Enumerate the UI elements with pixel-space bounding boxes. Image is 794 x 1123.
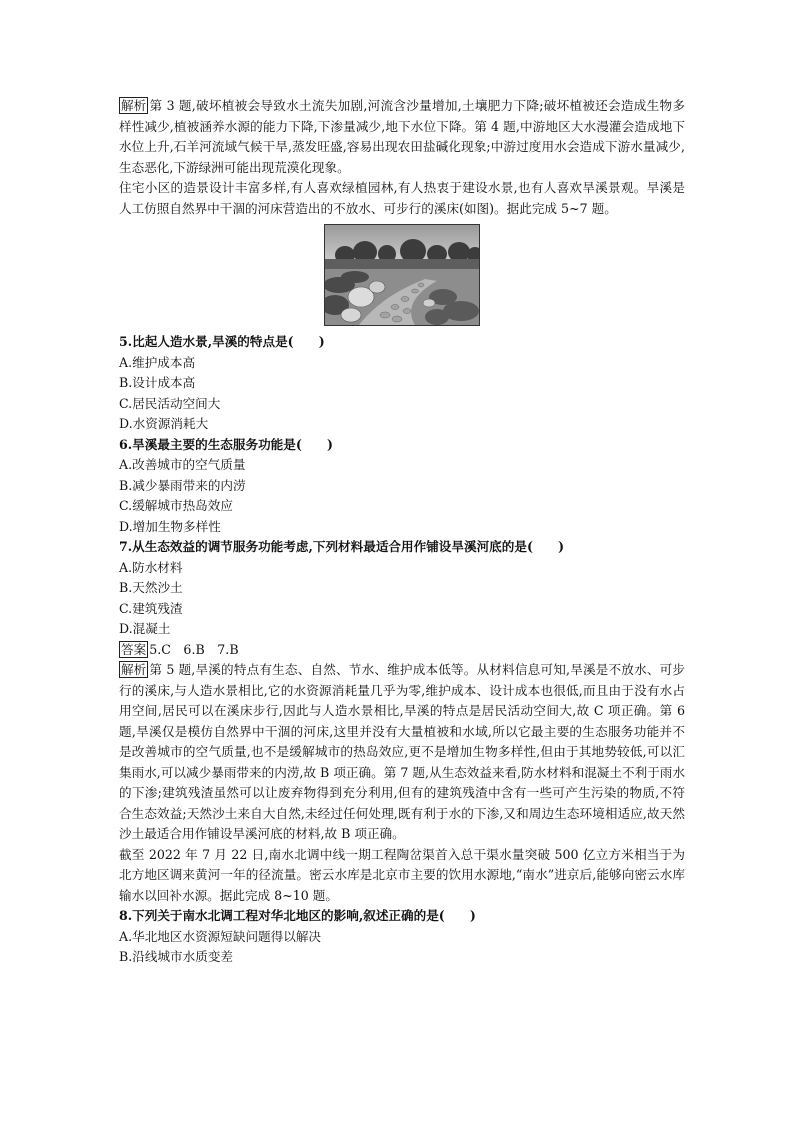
option: A.华北地区水资源短缺问题得以解决 [119, 928, 322, 944]
option: B.天然沙土 [119, 580, 183, 595]
option: D.增加生物多样性 [119, 518, 221, 534]
analysis-tag: 解析 [121, 662, 147, 677]
option: C.缓解城市热岛效应 [119, 498, 233, 513]
option: C.居民活动空间大 [119, 395, 221, 411]
option: D.混凝土 [119, 621, 171, 636]
question-6 [119, 435, 685, 538]
material-paragraph-2: 截至 2022 年 7 月 22 日,南水北调中线一期工程陶岔渠首入总干渠水量突破 500 亿立方米相当于为北方地区调来黄河一年的径流量。密云水库是北京市主要的饮用水源地,“南水”进京后,能够向密云水库输水以回补水源。据此完成 8~10 题。 [119, 846, 685, 903]
dry-creek-photo [324, 224, 480, 326]
material-paragraph-1: 住宅小区的造景设计丰富多样,有人喜欢绿植园林,有人热衷于建设水景,也有人喜欢旱溪景观。旱溪是人工仿照自然界中干涸的河床营造出的不放水、可步行的溪床(如图)。据此完成 5~7 题。 [119, 180, 685, 216]
question-8 [119, 906, 685, 968]
question-5 [119, 332, 685, 435]
question-7 [119, 537, 685, 640]
analysis-paragraph-1: 解析 第 3 题,破坏植被会导致水土流失加剧,河流含沙量增加,土壤肥力下降;破坏植被还会造成生物多样性减少,植被涵养水源的能力下降,下渗量减少,地下水位下降。第 4 题,中游地区大水漫灌会造成地下水位上升,石羊河流域气候干旱,蒸发旺盛,容易出现农田盐碱化现象;中游过度用水会造成下游水量减少,生态恶化,下游绿洲可能出现荒漠化现象。 [119, 98, 685, 175]
question-stem: 5.比起人造水景,旱溪的特点是( ) [119, 334, 325, 349]
option: D.水资源消耗大 [119, 416, 209, 431]
analysis-tag: 解析 [121, 98, 147, 113]
answer-tag: 答案 [121, 641, 147, 657]
option: A.防水材料 [119, 559, 183, 575]
question-stem: 7.从生态效益的调节服务功能考虑,下列材料最适合用作铺设旱溪河底的是( ) [119, 539, 565, 554]
option: B.减少暴雨带来的内涝 [119, 477, 246, 493]
document-page [119, 96, 685, 968]
analysis-paragraph-2: 解析 第 5 题,旱溪的特点有生态、自然、节水、维护成本低等。从材料信息可知,旱溪是不放水、可步行的溪床,与人造水景相比,它的水资源消耗量几乎为零,维护成本、设计成本也很低,而且由于没有水占用空间,居民可以在溪床步行,因此与人造水景相比,旱溪的特点是居民活动空间大,故 C 项正确。第 6 题,旱溪仅是模仿自然界中干涸的河床,这里并没有大量植被和水域,所以它最主要的生态服务功能并不是改善城市的空气质量,也不是缓解城市的热岛效应,更不是增加生物多样性,但由于其地势较低,可以汇集雨水,可以减少暴雨带来的内涝,故 B 项正确。第 7 题,从生态效益来看,防水材料和混凝土不利于雨水的下渗;建筑残渣虽然可以让废弃物得到充分利用,但有的建筑残渣中含有一些可产生污染的物质,不符合生态效益;天然沙土来自大自然,未经过任何处理,既有利于水的下渗,又和周边生态环境相适应,故天然沙土最适合用作铺设旱溪河底的材料,故 B 项正确。 [119, 662, 685, 841]
option: C.建筑残渣 [119, 600, 183, 616]
option: B.沿线城市水质变差 [119, 949, 234, 964]
answer-line: 答案 5.C 6.B 7.B [121, 641, 239, 657]
question-stem: 8.下列关于南水北调工程对华北地区的影响,叙述正确的是( ) [119, 908, 476, 923]
option: A.维护成本高 [119, 354, 196, 370]
option: B.设计成本高 [119, 375, 196, 390]
question-stem: 6.旱溪最主要的生态服务功能是( ) [119, 436, 333, 452]
option: A.改善城市的空气质量 [119, 457, 246, 472]
